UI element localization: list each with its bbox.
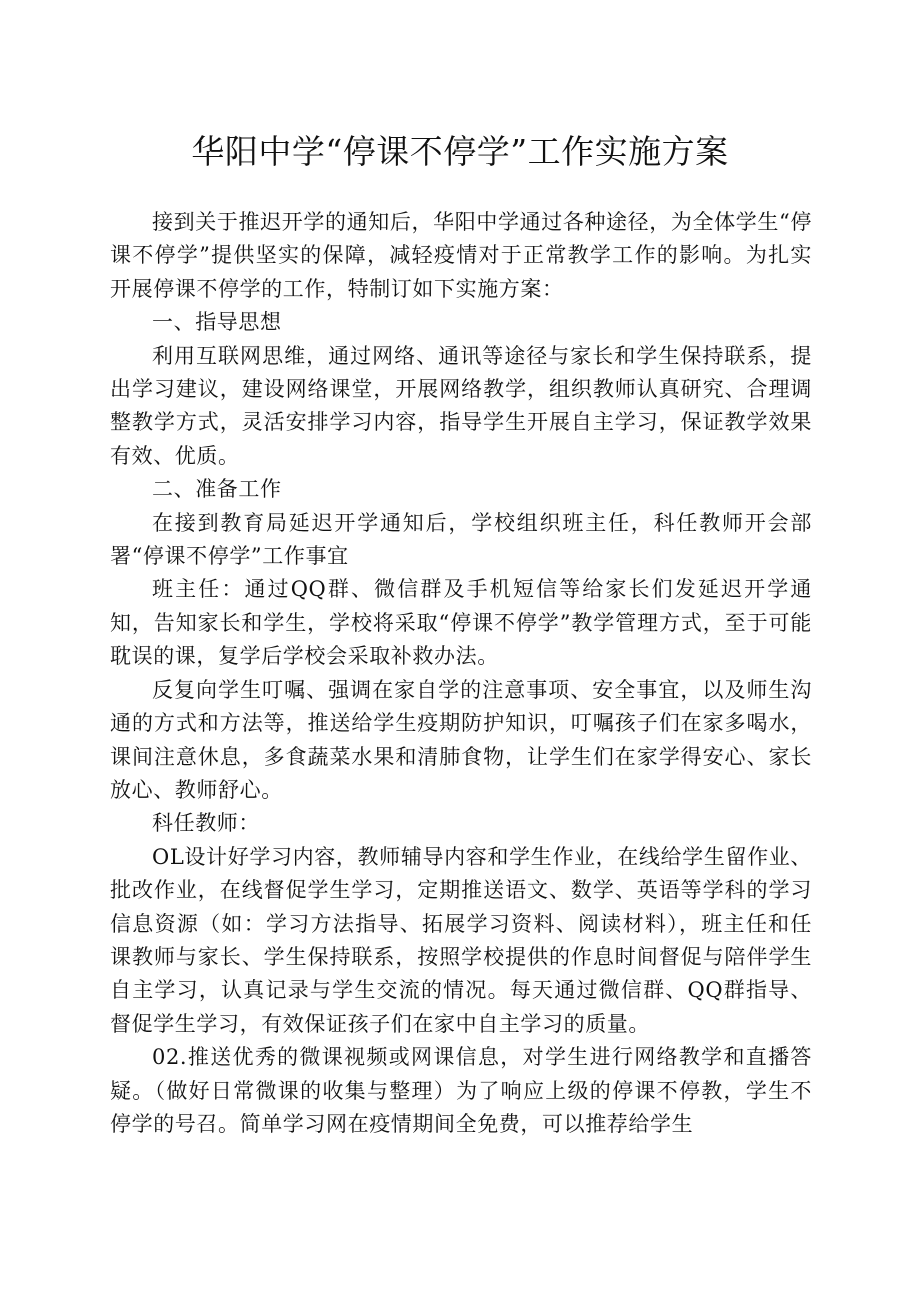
section-heading-preparation: 二、准备工作 (152, 477, 282, 502)
intro-paragraph: 接到关于推迟开学的通知后，华阳中学通过各种途径，为全体学生“停课不停学”提供坚实的保障，减轻疫情对于正常教学工作的影响。为扎实开展停课不停学的工作，特制订如下实施方案： (110, 210, 812, 301)
document-title: 华阳中学“停课不停学”工作实施方案 (191, 132, 729, 171)
guiding-ideology-paragraph: 利用互联网思维，通过网络、通讯等途径与家长和学生保持联系，提出学习建议，建设网络课堂，开展网络教学，组织教师认真研究、合理调整教学方式，灵活安排学习内容，指导学生开展自主学习，保证教学效果有效、优质。 (110, 343, 812, 468)
subject-teacher-item-01: OL设计好学习内容，教师辅导内容和学生作业，在线给学生留作业、批改作业，在线督促学生学习，定期推送语文、数学、英语等学科的学习信息资源（如：学习方法指导、拓展学习资料、阅读材料），班主任和任课教师与家长、学生保持联系，按照学校提供的作息时间督促与陪伴学生自主学习，认真记录与学生交流的情况。每天通过微信群、QQ群指导、督促学生学习，有效保证孩子们在家中自主学习的质量。 (110, 844, 812, 1036)
section-heading-guiding-ideology: 一、指导思想 (152, 310, 282, 335)
subject-teacher-heading: 科任教师： (152, 811, 260, 836)
reminder-paragraph: 反复向学生叮嘱、强调在家自学的注意事项、安全事宜，以及师生沟通的方式和方法等，推送给学生疫期防护知识，叮嘱孩子们在家多喝水，课间注意休息，多食蔬菜水果和清肺食物，让学生们在家学得安心、家长放心、教师舒心。 (110, 677, 812, 802)
preparation-paragraph: 在接到教育局延迟开学通知后，学校组织班主任，科任教师开会部署“停课不停学”工作事宜 (110, 510, 812, 569)
subject-teacher-item-02: 02.推送优秀的微课视频或网课信息，对学生进行网络教学和直播答疑。（做好日常微课的收集与整理）为了响应上级的停课不停教，学生不停学的号召。简单学习网在疫情期间全免费，可以推荐给学生 (110, 1045, 812, 1136)
document-body (110, 206, 812, 1141)
head-teacher-paragraph: 班主任：通过QQ群、微信群及手机短信等给家长们发延迟开学通知，告知家长和学生，学校将采取“停课不停学”教学管理方式，至于可能耽误的课，复学后学校会采取补救办法。 (110, 577, 812, 669)
